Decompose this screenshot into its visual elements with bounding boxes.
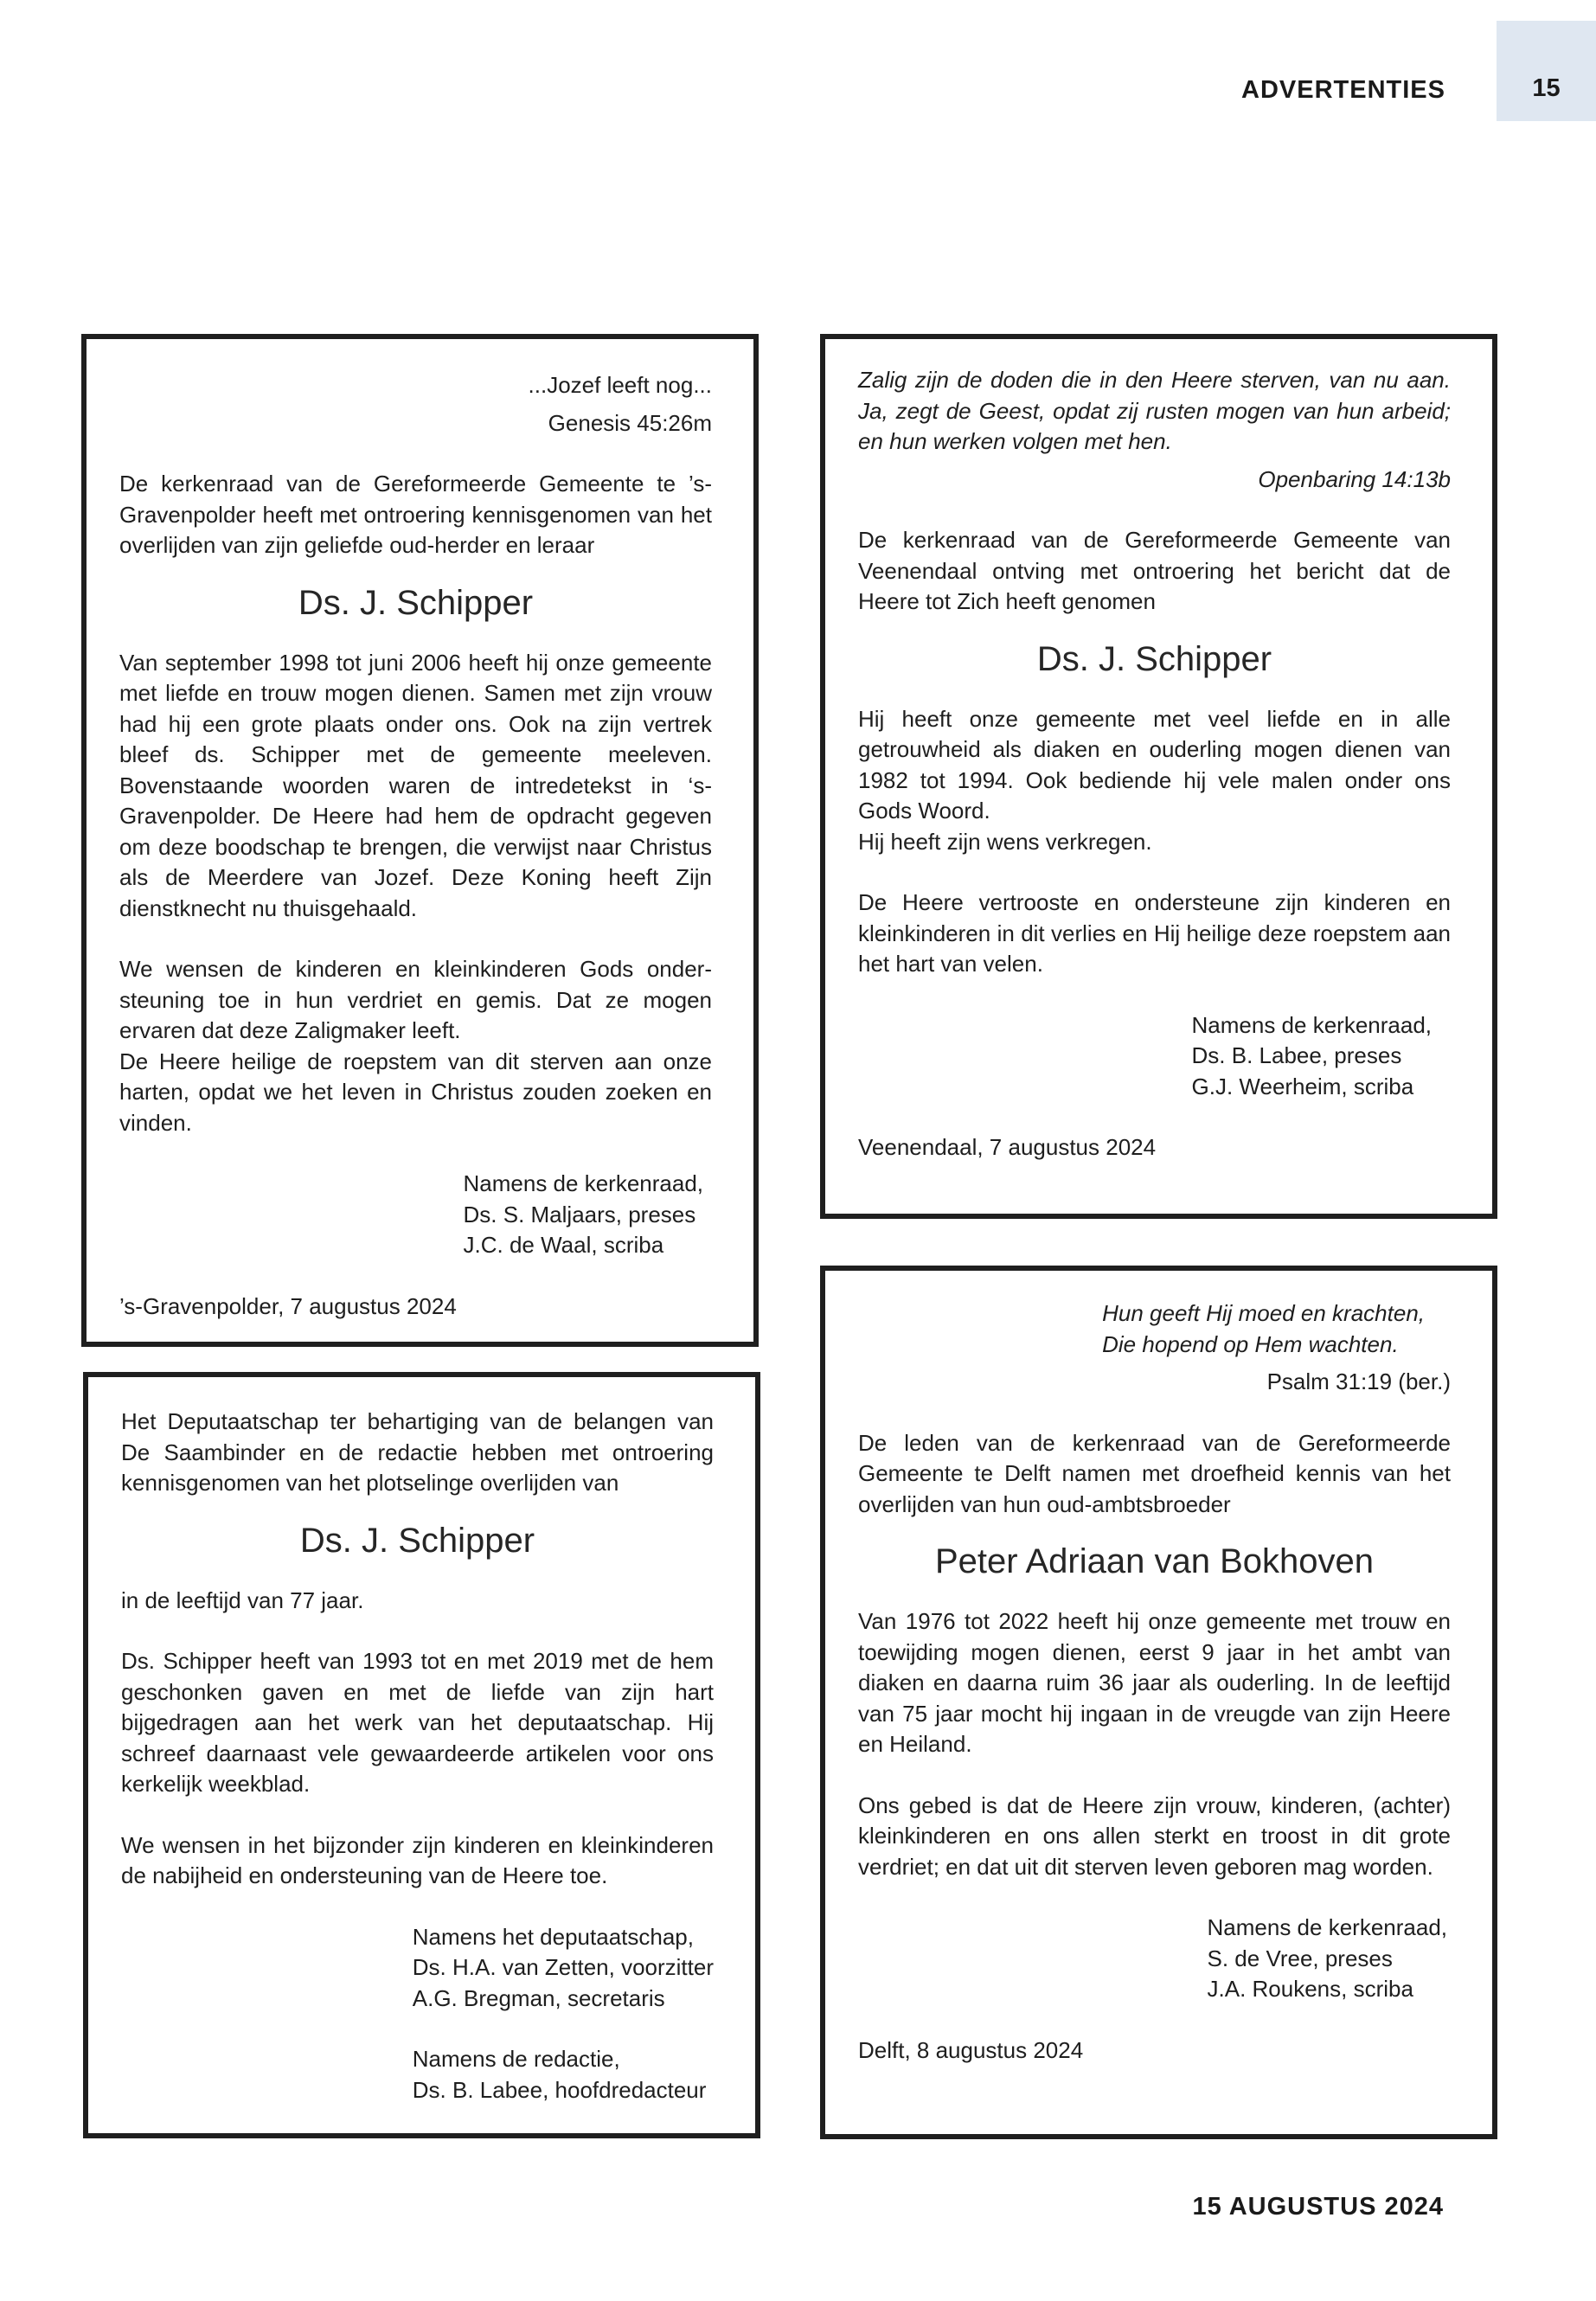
signature-line: Namens de redactie, (412, 2046, 620, 2072)
ad-paragraph: Van september 1998 tot juni 2006 heeft hij onze gemeente met liefde en trouw mogen dienen. Samen met zijn vrouw had hij een grote plaats onder ons. Ook na zijn vertrek bleef ds. Schipper met de gemeente meeleven. Bovenstaande woorden waren de intredetekst in ‘s-Gravenpolder. De Heere had hem de opdracht gegeven om deze boodschap te brengen, die verwijst naar Christus als de Meerdere van Jozef. Deze Koning heeft Zijn dienstknecht nu thuisgehaald. (119, 649, 712, 921)
ad-paragraph: Ds. Schipper heeft van 1993 tot en met 2019 met de hem geschonken gaven en met de liefde van zijn hart bijgedragen aan het werk van het deputaatschap. Hij schreef daarnaast vele gewaardeerde artikelen voor ons kerkelijk weekblad. (121, 1648, 714, 1797)
signature-line: Ds. B. Labee, hoofdredacteur (412, 2076, 707, 2103)
ad-quote-reference: Psalm 31:19 (ber.) (1266, 1368, 1451, 1394)
signature-line: Ds. B. Labee, preses (1191, 1042, 1402, 1068)
obituary-ad-delft (820, 1266, 1497, 2139)
ad-intro: De kerkenraad van de Gereformeerde Gemeente te ’s-Gravenpolder heeft met ontroering kennisgenomen van het overlijden van zijn geliefde oud-herder en leraar (119, 471, 712, 558)
signature-line: J.A. Roukens, scriba (1207, 1976, 1413, 2002)
signature-line: J.C. de Waal, scriba (463, 1232, 664, 1258)
ad-paragraph: Hij heeft zijn wens verkregen. (858, 828, 1152, 855)
signature-line: Namens de kerkenraad, (1191, 1011, 1432, 1038)
ad-intro: De leden van de kerkenraad van de Gereformeerde Gemeente te Delft namen met droefheid kennis van het overlijden van hun oud-ambtsbroeder (858, 1429, 1451, 1517)
ad-signature (413, 1922, 714, 2106)
quote-line: Hun geeft Hij moed en krachten, (1102, 1300, 1425, 1326)
ad-age: in de leeftijd van 77 jaar. (121, 1586, 364, 1613)
issue-date: 15 AUGUSTUS 2024 (1192, 2193, 1444, 2221)
ad-paragraph: Van 1976 tot 2022 heeft hij onze gemeente met trouw en toewijding mogen dienen, eerst 9 jaar in het ambt van diaken en daarna ruim 36 jaar als ouderling. In de leeftijd van 75 jaar mocht hij ingaan in de vreugde van zijn Heere en Heiland. (858, 1608, 1451, 1757)
ad-quote: ...Jozef leeft nog... (528, 372, 712, 398)
ad-intro: De kerkenraad van de Gereformeerde Gemeente van Veenendaal ontving met ontroering het bericht dat de Heere tot Zich heeft genomen (858, 527, 1451, 614)
ad-quote-reference: Genesis 45:26m (548, 409, 712, 436)
ad-paragraph: We wensen de kinderen en kleinkinderen Gods onder- steuning toe in hun verdriet en gemis. Dat ze mogen ervaren dat deze Zaligmaker leeft. (119, 956, 712, 1043)
signature-line: Ds. S. Maljaars, preses (463, 1201, 696, 1227)
ad-signature (1208, 1913, 1447, 2005)
page-number-tab (1497, 21, 1596, 121)
signature-line: G.J. Weerheim, scriba (1191, 1073, 1414, 1099)
ad-intro: Het Deputaatschap ter behartiging van de belangen van De Saambinder en de redactie hebben met ontroering kennisgenomen van het plotselinge overlijden van (121, 1408, 714, 1496)
section-title: ADVERTENTIES (1241, 76, 1445, 104)
deceased-name: Ds. J. Schipper (299, 1521, 535, 1560)
ad-paragraph: De Heere heilige de roepstem van dit sterven aan onze harten, opdat we het leven in Christus zouden zoeken en vinden. (119, 1048, 712, 1136)
ad-quote (1102, 1298, 1425, 1360)
deceased-name: Ds. J. Schipper (1036, 639, 1272, 678)
signature-line: Ds. H.A. van Zetten, voorzitter (412, 1954, 714, 1980)
ad-paragraph: Hij heeft onze gemeente met veel liefde en in alle getrouwheid als diaken en ouderling mogen dienen van 1982 tot 1994. Ook bediende hij vele malen onder ons Gods Woord. (858, 705, 1451, 824)
deceased-name: Peter Adriaan van Bokhoven (934, 1542, 1374, 1580)
obituary-ad-saambinder (83, 1372, 760, 2138)
obituary-ad-gravenpolder (81, 334, 759, 1347)
ad-quote-reference: Openbaring 14:13b (1258, 465, 1451, 492)
obituary-ad-veenendaal (820, 334, 1497, 1219)
signature-line: A.G. Bregman, secretaris (412, 1984, 665, 2011)
ad-signature (464, 1169, 703, 1261)
ad-paragraph: We wensen in het bijzonder zijn kinderen en kleinkinderen de nabijheid en ondersteuning van de Heere toe. (121, 1831, 714, 1888)
ad-quote: Zalig zijn de doden die in den Heere sterven, van nu aan. Ja, zegt de Geest, opdat zij rusten mogen van hun arbeid; en hun werken volgen met hen. (858, 367, 1451, 454)
ad-paragraph: De Heere vertrooste en ondersteune zijn kinderen en kleinkinderen in dit verlies en Hij heilige deze roepstem aan het hart van velen. (858, 889, 1451, 977)
ad-place-date: Veenendaal, 7 augustus 2024 (858, 1134, 1157, 1160)
signature-line: Namens de kerkenraad, (463, 1170, 703, 1196)
page-number: 15 (1532, 74, 1561, 102)
ad-place-date: ’s-Gravenpolder, 7 augustus 2024 (119, 1292, 457, 1319)
ad-signature (1192, 1010, 1432, 1103)
ad-paragraph: Ons gebed is dat de Heere zijn vrouw, kinderen, (achter) kleinkinderen en ons allen sterkt en troost in dit grote verdriet; en dat uit dit sterven leven geboren mag worden. (858, 1791, 1451, 1880)
signature-line: S. de Vree, preses (1207, 1945, 1393, 1971)
quote-line: Die hopend op Hem wachten. (1102, 1330, 1399, 1357)
signature-line: Namens het deputaatschap, (412, 1923, 694, 1950)
ad-place-date: Delft, 8 augustus 2024 (858, 2036, 1084, 2063)
deceased-name: Ds. J. Schipper (298, 583, 534, 622)
signature-line: Namens de kerkenraad, (1207, 1914, 1447, 1940)
